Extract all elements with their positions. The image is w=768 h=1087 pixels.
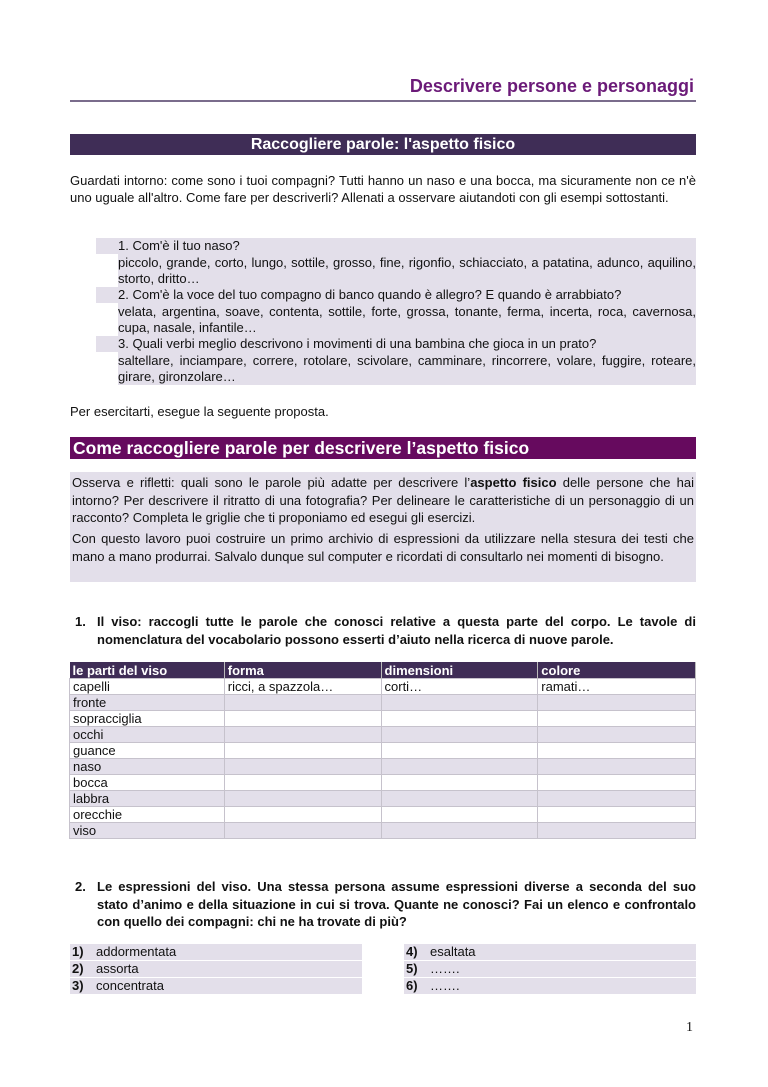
- table-row: [70, 679, 696, 695]
- table-row: [70, 807, 696, 823]
- face-part-cell: capelli: [70, 679, 225, 695]
- instructions-paragraph-1: Osserva e rifletti: quali sono le parole più adatte per descrivere l’aspetto fisico delle persone che hai intorno? Per descrivere il ritratto di una fotografia? Per delineare le caratteristiche di un personaggio di un racconto? Completa le griglie che ti proponiamo ed esegui gli esercizi.: [72, 475, 695, 525]
- face-part-cell: orecchie: [70, 807, 225, 823]
- input-cell[interactable]: [381, 823, 538, 839]
- input-cell[interactable]: [381, 791, 538, 807]
- emphasis-aspetto-fisico: aspetto fisico: [470, 475, 557, 490]
- table-row: [70, 823, 696, 839]
- input-cell[interactable]: [224, 727, 381, 743]
- input-cell[interactable]: ramati…: [538, 679, 696, 695]
- face-part-cell: naso: [70, 759, 225, 775]
- input-cell[interactable]: [224, 743, 381, 759]
- column-header: le parti del viso: [70, 662, 225, 679]
- exercise-number: 2.: [75, 879, 86, 894]
- expression-item[interactable]: 5) …….: [404, 961, 696, 978]
- page-header: [70, 76, 696, 102]
- example-question: 1. Com'è il tuo naso?: [96, 238, 696, 254]
- input-cell[interactable]: [538, 791, 696, 807]
- face-part-cell: guance: [70, 743, 225, 759]
- face-part-cell: sopracciglia: [70, 711, 225, 727]
- face-part-cell: viso: [70, 823, 225, 839]
- input-cell[interactable]: [224, 695, 381, 711]
- face-part-cell: fronte: [70, 695, 225, 711]
- examples-list: [70, 238, 696, 385]
- face-part-cell: occhi: [70, 727, 225, 743]
- input-cell[interactable]: [381, 759, 538, 775]
- expression-item[interactable]: 4) esaltata: [404, 944, 696, 961]
- table-row: [70, 743, 696, 759]
- input-cell[interactable]: [381, 727, 538, 743]
- input-cell[interactable]: [538, 711, 696, 727]
- face-part-cell: labbra: [70, 791, 225, 807]
- expression-item[interactable]: 6) …….: [404, 978, 696, 995]
- section-title-come-raccogliere: Come raccogliere parole per descrivere l’aspetto fisico: [70, 437, 696, 459]
- table-row: [70, 775, 696, 791]
- input-cell[interactable]: [381, 743, 538, 759]
- input-cell[interactable]: corti…: [381, 679, 538, 695]
- table-row: [70, 791, 696, 807]
- input-cell[interactable]: [224, 775, 381, 791]
- input-cell[interactable]: [538, 775, 696, 791]
- input-cell[interactable]: [224, 759, 381, 775]
- document-title: Descrivere persone e personaggi: [409, 76, 694, 96]
- table-row: [70, 711, 696, 727]
- face-part-cell: bocca: [70, 775, 225, 791]
- column-header: forma: [224, 662, 381, 679]
- instructions-paragraph-2: Con questo lavoro puoi costruire un primo archivio di espressioni da utilizzare nella stesura dei testi che mano a mano produrrai. Salvalo dunque sul computer e ricordati di consultarlo nei momenti di bisogno.: [72, 531, 694, 564]
- face-parts-table: [69, 662, 696, 839]
- column-header: colore: [538, 662, 696, 679]
- input-cell[interactable]: [538, 823, 696, 839]
- input-cell[interactable]: [538, 695, 696, 711]
- input-cell[interactable]: [538, 759, 696, 775]
- input-cell[interactable]: [538, 743, 696, 759]
- exercise-2-prompt: [75, 878, 696, 931]
- expression-item[interactable]: 1) addormentata: [70, 944, 362, 961]
- input-cell[interactable]: ricci, a spazzola…: [224, 679, 381, 695]
- example-answer: saltellare, inciampare, correre, rotolare, scivolare, camminare, rincorrere, volare, fuggire, roteare, girare, gironzolare…: [118, 353, 696, 384]
- input-cell[interactable]: [224, 791, 381, 807]
- input-cell[interactable]: [224, 711, 381, 727]
- expression-item[interactable]: 3) concentrata: [70, 978, 362, 995]
- table-row: [70, 759, 696, 775]
- input-cell[interactable]: [381, 711, 538, 727]
- input-cell[interactable]: [381, 695, 538, 711]
- table-header-row: [70, 662, 696, 679]
- example-answer: velata, argentina, soave, contenta, sottile, forte, grossa, tonante, ferma, incerta, roca, cavernosa, cupa, nasale, infantile…: [118, 304, 696, 335]
- input-cell[interactable]: [538, 727, 696, 743]
- section-title-raccogliere: Raccogliere parole: l'aspetto fisico: [70, 134, 696, 155]
- example-question: 2. Com'è la voce del tuo compagno di banco quando è allegro? E quando è arrabbiato?: [96, 287, 696, 303]
- expressions-list-right: [404, 944, 696, 995]
- expressions-list-left: [70, 944, 362, 995]
- input-cell[interactable]: [224, 823, 381, 839]
- input-cell[interactable]: [538, 807, 696, 823]
- exercise-number: 1.: [75, 614, 86, 629]
- input-cell[interactable]: [381, 807, 538, 823]
- expression-item[interactable]: 2) assorta: [70, 961, 362, 978]
- page-number: 1: [686, 1020, 693, 1035]
- exercise-text: Le espressioni del viso. Una stessa persona assume espressioni diverse a seconda del suo stato d’animo e della situazione in cui si trova. Quante ne conosci? Fai un elenco e confrontalo con quello dei compagni: chi ne ha trovate di più?: [97, 879, 696, 929]
- instructions-box: [70, 472, 696, 582]
- table-row: [70, 695, 696, 711]
- input-cell[interactable]: [224, 807, 381, 823]
- column-header: dimensioni: [381, 662, 538, 679]
- example-answer: piccolo, grande, corto, lungo, sottile, grosso, fine, rigonfio, schiacciato, a patatina, adunco, aquilino, storto, dritto…: [118, 255, 696, 286]
- intro-paragraph: Guardati intorno: come sono i tuoi compagni? Tutti hanno un naso e una bocca, ma sicuramente non ce n'è uno uguale all'altro. Come fare per descriverli? Allenati a osservare aiutandoti con gli esempi sottostanti.: [70, 173, 696, 205]
- practice-instruction: Per esercitarti, esegue la seguente proposta.: [70, 404, 329, 419]
- exercise-1-prompt: [75, 613, 696, 648]
- exercise-text: Il viso: raccogli tutte le parole che conosci relative a questa parte del corpo. Le tavole di nomenclatura del vocabolario possono esserti d’aiuto nella ricerca di nuove parole.: [97, 614, 696, 647]
- input-cell[interactable]: [381, 775, 538, 791]
- table-row: [70, 727, 696, 743]
- example-question: 3. Quali verbi meglio descrivono i movimenti di una bambina che gioca in un prato?: [96, 336, 696, 352]
